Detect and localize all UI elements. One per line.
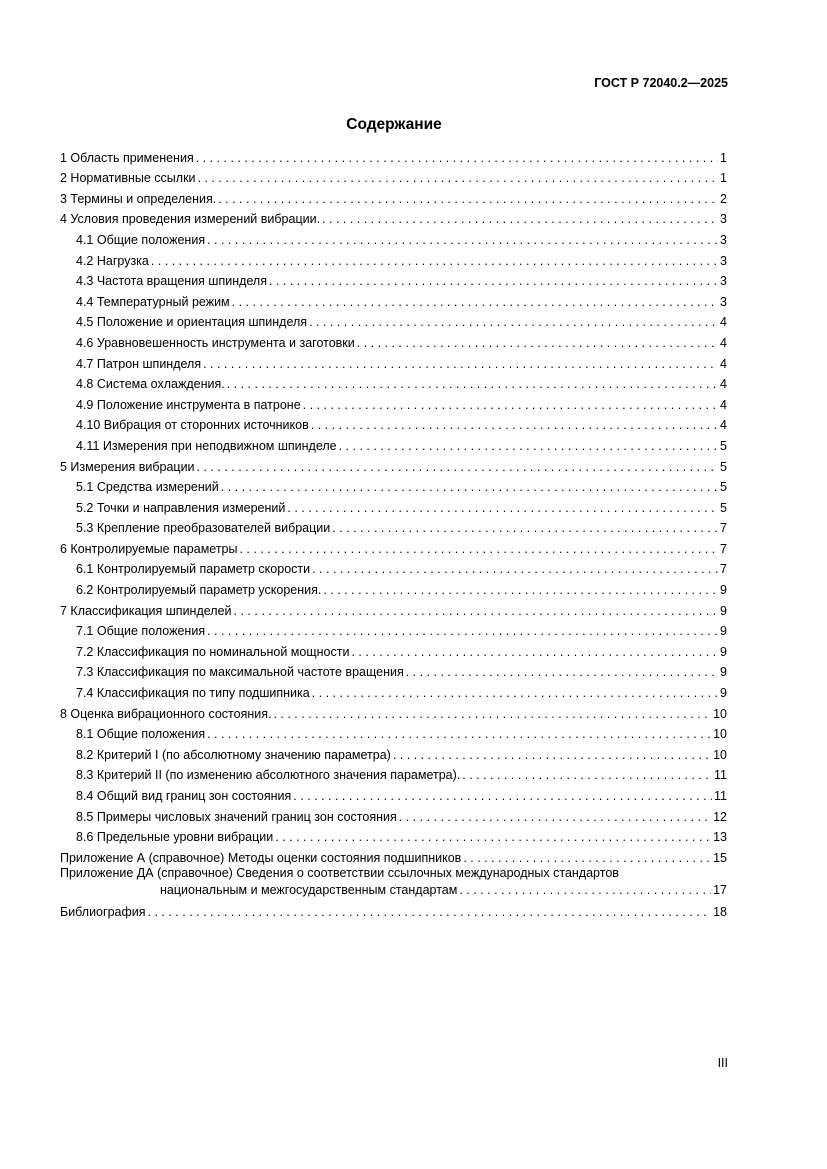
dot-leader: [312, 562, 718, 576]
toc-entry-page: 3: [720, 212, 727, 227]
toc-entry[interactable]: [60, 494, 727, 515]
dot-leader: [218, 192, 718, 206]
toc-entry-title: 4.5 Положение и ориентация шпинделя: [76, 315, 308, 330]
toc-entry-page: 2: [720, 191, 727, 206]
page-title: Содержание: [346, 116, 442, 133]
toc-entry[interactable]: [60, 412, 727, 433]
toc-entry-page: 18: [713, 905, 727, 920]
dot-leader: [148, 905, 712, 919]
toc-entry-title: 8.3 Критерий II (по изменению абсолютного значения параметра).: [76, 768, 461, 783]
toc-entry[interactable]: [60, 535, 727, 556]
toc-entry-page: 12: [713, 809, 727, 824]
toc-entry[interactable]: [60, 556, 727, 577]
toc-entry-page: 5: [720, 500, 727, 515]
toc-entry-title: 4.8 Система охлаждения.: [76, 377, 225, 392]
toc-entry-page: 10: [713, 706, 727, 721]
toc-entry-title: 7.3 Классификация по максимальной частоте вращения: [76, 665, 404, 680]
document-code: ГОСТ Р 72040.2—2025: [594, 76, 728, 90]
toc-entry-page: 11: [714, 789, 727, 803]
dot-leader: [275, 830, 711, 844]
dot-leader: [151, 254, 718, 268]
dot-leader: [269, 274, 718, 288]
toc-entry[interactable]: [60, 391, 727, 412]
dot-leader: [239, 542, 718, 556]
toc-entry[interactable]: [60, 329, 727, 350]
toc-entry-title: 7.4 Классификация по типу подшипника: [76, 686, 310, 701]
dot-leader: [197, 460, 719, 474]
toc-entry-title: 6.2 Контролируемый параметр ускорения.: [76, 583, 322, 598]
toc-entry-page: 15: [713, 850, 727, 865]
toc-entry[interactable]: [60, 206, 727, 227]
dot-leader: [393, 748, 711, 762]
toc-entry-page: 17: [713, 882, 727, 897]
toc-entry[interactable]: [60, 576, 727, 597]
toc-entry-title: 4.4 Температурный режим: [76, 294, 230, 309]
dot-leader: [287, 501, 718, 515]
toc-entry-page: 4: [720, 356, 727, 371]
dot-leader: [196, 151, 718, 165]
toc-entry[interactable]: [60, 515, 727, 536]
dot-leader: [462, 768, 712, 782]
toc-entry-title: 7.2 Классификация по номинальной мощности: [76, 644, 350, 659]
dot-leader: [273, 707, 711, 721]
toc-entry-page: 9: [720, 583, 727, 598]
dot-leader: [406, 665, 718, 679]
toc-entry-title: 5.1 Средства измерений: [76, 480, 219, 495]
dot-leader: [293, 789, 712, 803]
toc-entry-page: 1: [720, 171, 727, 186]
toc-entry-annex-da[interactable]: [60, 865, 727, 899]
toc-entry-title: 1 Область применения: [60, 150, 194, 165]
dot-leader: [332, 521, 718, 535]
dot-leader: [339, 439, 718, 453]
toc-entry-title: 4.3 Частота вращения шпинделя: [76, 274, 267, 289]
toc-entry-title: 5.3 Крепление преобразователей вибрации: [76, 521, 331, 536]
toc-entry-title: 4 Условия проведения измерений вибрации.: [60, 212, 321, 227]
toc-entry[interactable]: [60, 309, 727, 330]
toc-entry[interactable]: [60, 762, 727, 783]
toc-entry-title: 4.10 Вибрация от сторонних источников: [76, 418, 309, 433]
toc-entry-page: 5: [720, 459, 727, 474]
toc-entry-title: Приложение ДА (справочное) Сведения о соответствии ссылочных международных стандартов: [60, 865, 619, 880]
toc-entry-title: 5.2 Точки и направления измерений: [76, 500, 286, 515]
toc-entry[interactable]: [60, 453, 727, 474]
dot-leader: [399, 810, 711, 824]
toc-entry[interactable]: [60, 268, 727, 289]
toc-entry[interactable]: [60, 741, 727, 762]
toc-entry-page: 7: [720, 562, 727, 577]
toc-entry-title: 5 Измерения вибрации: [60, 459, 195, 474]
toc-entry[interactable]: [60, 679, 727, 700]
toc-entry-title: 4.9 Положение инструмента в патроне: [76, 397, 301, 412]
toc-entry-page: 3: [720, 274, 727, 289]
toc-entry[interactable]: [60, 350, 727, 371]
toc-entry[interactable]: [60, 824, 727, 845]
toc-entry-page: 5: [720, 480, 727, 495]
toc-entry-title: 4.7 Патрон шпинделя: [76, 356, 202, 371]
toc-entry-page: 4: [720, 397, 727, 412]
dot-leader: [311, 418, 718, 432]
dot-leader: [463, 851, 711, 865]
toc-entry-page: 3: [720, 253, 727, 268]
toc-entry-bibliography[interactable]: [60, 899, 727, 920]
toc-entry[interactable]: [60, 474, 727, 495]
toc-entry[interactable]: [60, 638, 727, 659]
toc-entry-page: 10: [713, 727, 727, 742]
toc-entry-title: 8.2 Критерий I (по абсолютному значению параметра): [76, 747, 391, 762]
toc-entry[interactable]: [60, 371, 727, 392]
toc-entry-page: 10: [713, 747, 727, 762]
toc-entry-title: 7.1 Общие положения: [76, 624, 206, 639]
dot-leader: [203, 357, 718, 371]
toc-entry-title: 8.6 Предельные уровни вибрации: [76, 830, 274, 845]
toc-entry-page: 7: [720, 541, 727, 556]
toc-entry-title: 3 Термины и определения.: [60, 191, 217, 206]
toc-entry-title: 4.1 Общие положения: [76, 232, 206, 247]
toc-entry[interactable]: [60, 432, 727, 453]
dot-leader: [312, 686, 718, 700]
toc-entry[interactable]: [60, 618, 727, 639]
dot-leader: [207, 727, 711, 741]
toc-entry-title: 4.11 Измерения при неподвижном шпинделе: [76, 438, 337, 453]
toc-entry[interactable]: [60, 597, 727, 618]
toc-entry-page: 4: [720, 418, 727, 433]
toc-entry-page: 3: [720, 232, 727, 247]
toc-entry[interactable]: [60, 185, 727, 206]
dot-leader: [232, 295, 718, 309]
dot-leader: [309, 315, 718, 329]
toc-entry[interactable]: [60, 288, 727, 309]
toc-entry[interactable]: [60, 165, 727, 186]
toc-entry-title: 4.6 Уравновешенность инструмента и заготовки: [76, 335, 355, 350]
dot-leader: [303, 398, 718, 412]
toc-entry-continuation: [60, 882, 727, 899]
toc-entry-title: 6.1 Контролируемый параметр скорости: [76, 562, 311, 577]
toc-entry-page: 4: [720, 315, 727, 330]
toc-entry[interactable]: [60, 659, 727, 680]
toc-entry-page: 11: [714, 768, 727, 783]
page-number: III: [717, 1056, 728, 1070]
dot-leader: [207, 233, 718, 247]
dot-leader: [357, 336, 718, 350]
toc-entry-title: 7 Классификация шпинделей: [60, 603, 232, 618]
toc-entry-title: Библиография: [60, 905, 146, 920]
toc-entry[interactable]: [60, 247, 727, 268]
dot-leader: [234, 604, 719, 618]
toc-entry-page: 3: [720, 294, 727, 309]
dot-leader: [221, 480, 718, 494]
toc-entry-page: 4: [720, 335, 727, 350]
toc-entry-title: Приложение А (справочное) Методы оценки состояния подшипников: [60, 850, 462, 865]
toc-entry-page: 9: [720, 686, 727, 701]
toc-entry-page: 9: [720, 644, 727, 659]
dot-leader: [207, 624, 718, 638]
toc-entry[interactable]: [60, 226, 727, 247]
toc-entry-title: 8.1 Общие положения: [76, 727, 206, 742]
toc-entry-page: 1: [720, 150, 727, 165]
dot-leader: [323, 583, 718, 597]
dot-leader: [198, 171, 719, 185]
toc-entry-page: 9: [720, 665, 727, 680]
toc-entry[interactable]: [60, 844, 727, 865]
toc-entry[interactable]: [60, 782, 727, 803]
toc-entry-title: 2 Нормативные ссылки: [60, 171, 196, 186]
toc-entry[interactable]: [60, 144, 727, 165]
table-of-contents: [60, 144, 727, 919]
toc-entry-title: 8.4 Общий вид границ зон состояния: [76, 789, 292, 803]
dot-leader: [351, 645, 718, 659]
toc-entry-page: 5: [720, 438, 727, 453]
toc-entry-title: 6 Контролируемые параметры: [60, 541, 238, 556]
toc-entry-title-line2: национальным и межгосударственным стандартам: [160, 882, 458, 897]
toc-entry-page: 9: [720, 624, 727, 639]
toc-entry-page: 7: [720, 521, 727, 536]
dot-leader: [322, 212, 718, 226]
dot-leader: [459, 882, 711, 899]
dot-leader: [227, 377, 718, 391]
toc-entry[interactable]: [60, 721, 727, 742]
toc-entry[interactable]: [60, 803, 727, 824]
toc-entry-title: 4.2 Нагрузка: [76, 253, 149, 268]
toc-entry-title: 8 Оценка вибрационного состояния.: [60, 706, 272, 721]
toc-entry[interactable]: [60, 700, 727, 721]
toc-entry-page: 9: [720, 603, 727, 618]
toc-entry-page: 13: [713, 830, 727, 845]
toc-entry-page: 4: [720, 377, 727, 392]
toc-entry-title: 8.5 Примеры числовых значений границ зон состояния: [76, 809, 397, 824]
